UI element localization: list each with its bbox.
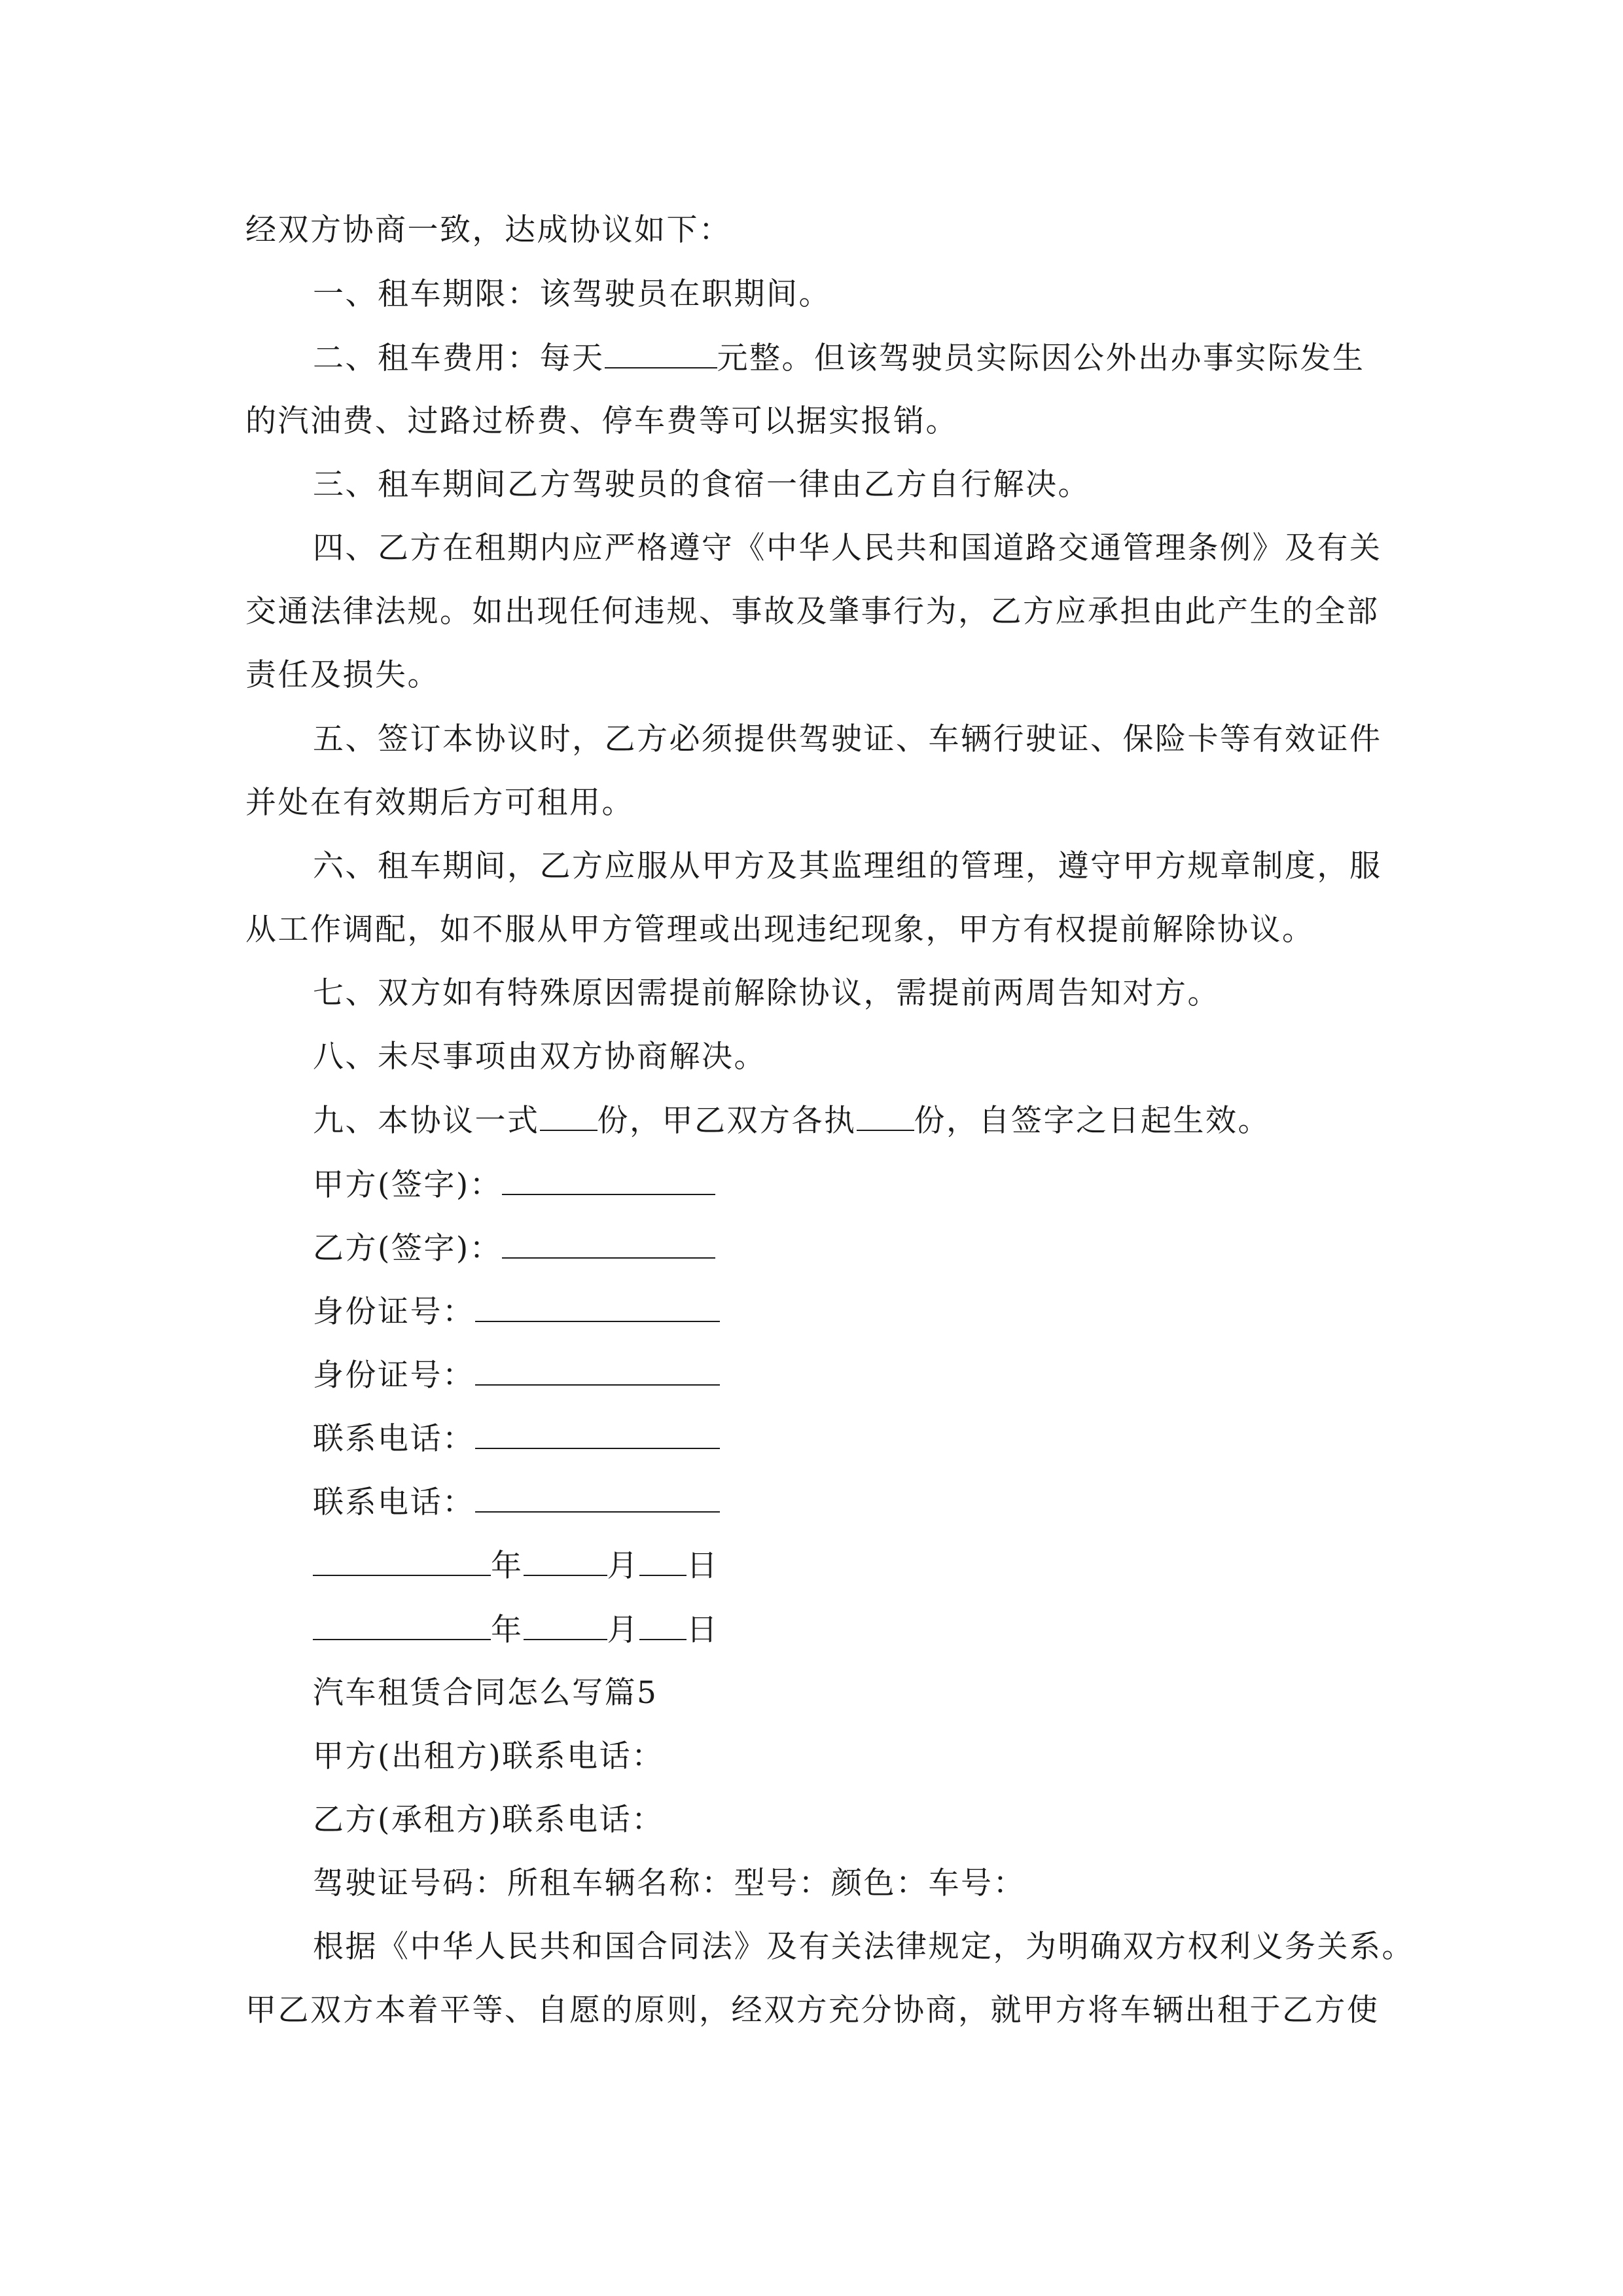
date-2-day-blank bbox=[639, 1610, 687, 1640]
legal-basis-cont: 甲乙双方本着平等、自愿的原则，经双方充分协商，就甲方将车辆出租于乙方使 bbox=[245, 1992, 1380, 2028]
legal-basis: 根据《中华人民共和国合同法》及有关法律规定，为明确双方权利义务关系。 bbox=[313, 1929, 1414, 1965]
date-2-month: 月 bbox=[607, 1612, 639, 1648]
clause-4-law-cont-1: 交通法律法规。如出现任何违规、事故及肇事行为，乙方应承担由此产生的全部 bbox=[245, 594, 1380, 630]
clause-2-fee-prefix: 二、租车费用：每天 bbox=[313, 340, 605, 376]
phone-2 bbox=[313, 1482, 720, 1522]
copies-each-blank bbox=[857, 1101, 914, 1131]
clause-5-documents-cont: 并处在有效期后方可租用。 bbox=[245, 785, 634, 821]
clause-4-law: 四、乙方在租期内应严格遵守《中华人民共和国道路交通管理条例》及有关 bbox=[313, 530, 1382, 566]
phone-1 bbox=[313, 1419, 720, 1458]
date-1-year-blank bbox=[313, 1546, 491, 1576]
date-1-month: 月 bbox=[607, 1548, 639, 1584]
clause-5-documents: 五、签订本协议时，乙方必须提供驾驶证、车辆行驶证、保险卡等有效证件 bbox=[313, 721, 1382, 757]
clause-7-termination: 七、双方如有特殊原因需提前解除协议，需提前两周告知对方。 bbox=[313, 975, 1220, 1011]
phone-1-blank bbox=[475, 1419, 720, 1449]
date-2-month-blank bbox=[524, 1610, 607, 1640]
party-b-signature-label: 乙方(签字)： bbox=[313, 1230, 503, 1266]
date-2-year-blank bbox=[313, 1610, 491, 1640]
date-2-day: 日 bbox=[687, 1612, 719, 1648]
clause-4-law-cont-2: 责任及损失。 bbox=[245, 657, 440, 693]
agreement-intro: 经双方协商一致，达成协议如下： bbox=[245, 212, 732, 248]
id-number-1-blank bbox=[475, 1292, 720, 1322]
clause-3-board: 三、租车期间乙方驾驶员的食宿一律由乙方自行解决。 bbox=[313, 467, 1090, 503]
date-1-day: 日 bbox=[687, 1548, 719, 1584]
lessor-phone: 甲方(出租方)联系电话： bbox=[313, 1738, 664, 1774]
id-number-2-blank bbox=[475, 1355, 720, 1386]
section-heading: 汽车租赁合同怎么写篇5 bbox=[313, 1675, 658, 1711]
phone-2-blank bbox=[475, 1482, 720, 1513]
clause-8-misc: 八、未尽事项由双方协商解决。 bbox=[313, 1039, 766, 1075]
id-number-1 bbox=[313, 1292, 720, 1331]
date-1-month-blank bbox=[524, 1546, 607, 1576]
clause-6-management: 六、租车期间，乙方应服从甲方及其监理组的管理，遵守甲方规章制度，服 bbox=[313, 848, 1382, 884]
date-1-day-blank bbox=[639, 1546, 687, 1576]
clause-2-fee-suffix: 元整。但该驾驶员实际因公外出办事实际发生 bbox=[717, 340, 1365, 376]
date-1-year: 年 bbox=[491, 1548, 524, 1584]
date-2-year: 年 bbox=[491, 1612, 524, 1648]
lessee-phone: 乙方(承租方)联系电话： bbox=[313, 1802, 664, 1838]
phone-1-label: 联系电话： bbox=[313, 1421, 475, 1457]
party-b-signature-blank bbox=[502, 1229, 715, 1259]
id-number-2-label: 身份证号： bbox=[313, 1357, 475, 1393]
clause-1-term: 一、租车期限：该驾驶员在职期间。 bbox=[313, 276, 831, 312]
clause-2-fee-cont: 的汽油费、过路过桥费、停车费等可以据实报销。 bbox=[245, 403, 958, 439]
clause-6-management-cont: 从工作调配，如不服从甲方管理或出现违纪现象，甲方有权提前解除协议。 bbox=[245, 912, 1315, 948]
date-line-2 bbox=[313, 1610, 719, 1649]
clause-9-suffix: 份，自签字之日起生效。 bbox=[914, 1103, 1270, 1139]
party-a-signature-blank bbox=[502, 1165, 715, 1195]
party-a-signature bbox=[313, 1165, 715, 1204]
daily-fee-blank bbox=[605, 338, 717, 368]
clause-9-prefix: 九、本协议一式 bbox=[313, 1103, 540, 1139]
clause-9-middle: 份，甲乙双方各执 bbox=[597, 1103, 857, 1139]
id-number-2 bbox=[313, 1355, 720, 1395]
id-number-1-label: 身份证号： bbox=[313, 1294, 475, 1330]
clause-2-fee bbox=[313, 338, 1365, 378]
vehicle-info: 驾驶证号码：所租车辆名称：型号：颜色：车号： bbox=[313, 1865, 1026, 1901]
copies-total-blank bbox=[540, 1101, 597, 1131]
party-b-signature bbox=[313, 1229, 715, 1268]
date-line-1 bbox=[313, 1546, 719, 1585]
phone-2-label: 联系电话： bbox=[313, 1484, 475, 1520]
party-a-signature-label: 甲方(签字)： bbox=[313, 1167, 503, 1203]
clause-9-copies bbox=[313, 1101, 1270, 1140]
